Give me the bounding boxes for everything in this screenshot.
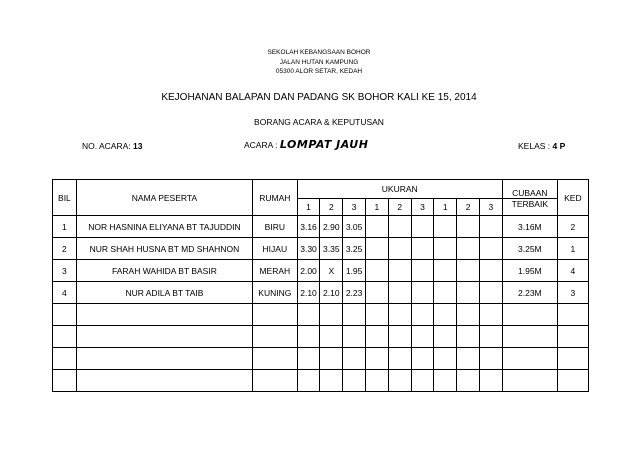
school-address-line-2: 05300 ALOR SETAR, KEDAH	[275, 68, 363, 75]
header-attempt-number: 1	[297, 199, 320, 216]
event-name	[244, 138, 368, 151]
event-class	[518, 141, 565, 151]
cell-participant-name: FARAH WAHIDA BT BASIR	[76, 260, 252, 282]
cell-attempt	[434, 216, 457, 238]
cell-attempt: 3.30	[297, 238, 320, 260]
cell-attempt	[434, 260, 457, 282]
cell-participant-name	[76, 326, 252, 348]
table-row	[53, 238, 589, 260]
cell-house	[253, 326, 298, 348]
cell-attempt	[457, 282, 480, 304]
header-attempt-number: 3	[411, 199, 434, 216]
cell-attempt	[479, 326, 502, 348]
cell-rank	[557, 326, 588, 348]
table-row	[53, 348, 589, 370]
cell-house: MERAH	[253, 260, 298, 282]
cell-attempt	[457, 216, 480, 238]
cell-attempt	[411, 282, 434, 304]
cell-attempt: 1.95	[343, 260, 366, 282]
cell-participant-name	[76, 348, 252, 370]
cell-attempt	[343, 326, 366, 348]
cell-attempt	[366, 304, 389, 326]
event-class-value: 4 P	[552, 141, 566, 151]
header-attempt-number: 3	[479, 199, 502, 216]
header-nama-peserta: NAMA PESERTA	[76, 180, 252, 216]
cell-participant-name: NUR SHAH HUSNA BT MD SHAHNON	[76, 238, 252, 260]
cell-attempt	[388, 348, 411, 370]
cell-attempt: 3.25	[343, 238, 366, 260]
cell-rank: 1	[557, 238, 588, 260]
cell-rank	[557, 304, 588, 326]
cell-attempt	[411, 304, 434, 326]
header-terbaik: TERBAIK	[502, 199, 557, 216]
cell-attempt: 3.16	[297, 216, 320, 238]
results-table	[52, 179, 589, 392]
event-name-label: ACARA :	[244, 140, 278, 150]
cell-bil	[53, 304, 77, 326]
cell-attempt	[479, 238, 502, 260]
cell-attempt	[366, 216, 389, 238]
cell-attempt	[411, 326, 434, 348]
cell-rank	[557, 370, 588, 392]
cell-attempt	[320, 348, 343, 370]
cell-attempt	[479, 260, 502, 282]
cell-attempt	[388, 370, 411, 392]
cell-house	[253, 370, 298, 392]
cell-attempt	[457, 370, 480, 392]
cell-attempt	[457, 348, 480, 370]
cell-attempt: X	[320, 260, 343, 282]
cell-bil	[53, 326, 77, 348]
cell-attempt: 2.23	[343, 282, 366, 304]
cell-best-attempt	[502, 326, 557, 348]
cell-attempt	[320, 326, 343, 348]
cell-attempt	[297, 370, 320, 392]
table-row	[53, 326, 589, 348]
cell-best-attempt: 2.23M	[502, 282, 557, 304]
cell-attempt	[366, 260, 389, 282]
cell-bil: 1	[53, 216, 77, 238]
cell-attempt	[366, 348, 389, 370]
cell-bil	[53, 348, 77, 370]
cell-attempt: 2.00	[297, 260, 320, 282]
cell-attempt: 2.10	[320, 282, 343, 304]
cell-attempt: 3.35	[320, 238, 343, 260]
cell-attempt	[366, 326, 389, 348]
cell-attempt	[343, 370, 366, 392]
header-attempt-number: 2	[457, 199, 480, 216]
school-address-line-1: JALAN HUTAN KAMPUNG	[279, 59, 359, 66]
cell-bil: 3	[53, 260, 77, 282]
cell-house	[253, 348, 298, 370]
cell-participant-name: NOR HASNINA ELIYANA BT TAJUDDIN	[76, 216, 252, 238]
cell-best-attempt	[502, 370, 557, 392]
table-row	[53, 282, 589, 304]
event-number-label: NO. ACARA:	[82, 141, 131, 151]
header-ked: KED	[557, 180, 588, 216]
header-attempt-number: 1	[434, 199, 457, 216]
school-name: SEKOLAH KEBANGSAAN BOHOR	[267, 49, 371, 56]
cell-attempt	[457, 260, 480, 282]
header-bil: BIL	[53, 180, 77, 216]
cell-attempt	[297, 304, 320, 326]
cell-bil	[53, 370, 77, 392]
cell-attempt	[297, 348, 320, 370]
event-number-value: 13	[133, 141, 143, 151]
cell-attempt	[457, 326, 480, 348]
form-subtitle: BORANG ACARA & KEPUTUSAN	[254, 117, 384, 127]
cell-attempt: 2.10	[297, 282, 320, 304]
header-ukuran: UKURAN	[297, 180, 502, 199]
cell-attempt	[297, 326, 320, 348]
cell-rank	[557, 348, 588, 370]
cell-house	[253, 304, 298, 326]
cell-attempt	[411, 238, 434, 260]
cell-attempt	[366, 282, 389, 304]
cell-attempt	[388, 304, 411, 326]
header-attempt-number: 2	[388, 199, 411, 216]
cell-attempt	[366, 238, 389, 260]
cell-best-attempt: 1.95M	[502, 260, 557, 282]
cell-attempt	[457, 304, 480, 326]
cell-rank: 4	[557, 260, 588, 282]
header-attempt-number: 1	[366, 199, 389, 216]
header-attempt-number: 3	[343, 199, 366, 216]
cell-attempt	[457, 238, 480, 260]
cell-attempt	[479, 216, 502, 238]
cell-attempt	[388, 282, 411, 304]
cell-rank: 2	[557, 216, 588, 238]
cell-attempt	[320, 304, 343, 326]
cell-attempt	[411, 260, 434, 282]
cell-attempt	[388, 326, 411, 348]
cell-attempt	[434, 238, 457, 260]
cell-best-attempt	[502, 304, 557, 326]
cell-attempt	[434, 370, 457, 392]
cell-participant-name	[76, 370, 252, 392]
cell-house: BIRU	[253, 216, 298, 238]
cell-attempt	[343, 304, 366, 326]
cell-attempt	[479, 348, 502, 370]
cell-attempt	[479, 304, 502, 326]
cell-house: KUNING	[253, 282, 298, 304]
cell-bil: 2	[53, 238, 77, 260]
cell-attempt	[434, 348, 457, 370]
table-row	[53, 370, 589, 392]
cell-best-attempt	[502, 348, 557, 370]
cell-attempt: 3.05	[343, 216, 366, 238]
cell-attempt	[434, 326, 457, 348]
cell-participant-name	[76, 304, 252, 326]
cell-attempt	[411, 216, 434, 238]
cell-attempt	[434, 304, 457, 326]
cell-bil: 4	[53, 282, 77, 304]
header-cubaan: CUBAAN	[502, 180, 557, 199]
cell-house: HIJAU	[253, 238, 298, 260]
cell-best-attempt: 3.16M	[502, 216, 557, 238]
cell-attempt	[411, 370, 434, 392]
cell-attempt	[411, 348, 434, 370]
cell-attempt	[388, 238, 411, 260]
cell-best-attempt: 3.25M	[502, 238, 557, 260]
cell-attempt	[388, 260, 411, 282]
cell-attempt	[343, 348, 366, 370]
cell-attempt	[320, 370, 343, 392]
table-row	[53, 260, 589, 282]
event-number	[82, 141, 143, 151]
table-row	[53, 216, 589, 238]
cell-rank: 3	[557, 282, 588, 304]
cell-attempt	[366, 370, 389, 392]
cell-participant-name: NUR ADILA BT TAIB	[76, 282, 252, 304]
document-title: KEJOHANAN BALAPAN DAN PADANG SK BOHOR KALI KE 15, 2014	[161, 92, 477, 103]
table-row	[53, 304, 589, 326]
cell-attempt	[434, 282, 457, 304]
event-name-value: LOMPAT JAUH	[279, 138, 369, 151]
header-attempt-number: 2	[320, 199, 343, 216]
cell-attempt	[479, 282, 502, 304]
header-rumah: RUMAH	[253, 180, 298, 216]
cell-attempt: 2.90	[320, 216, 343, 238]
cell-attempt	[479, 370, 502, 392]
event-class-label: KELAS :	[518, 141, 551, 151]
cell-attempt	[388, 216, 411, 238]
